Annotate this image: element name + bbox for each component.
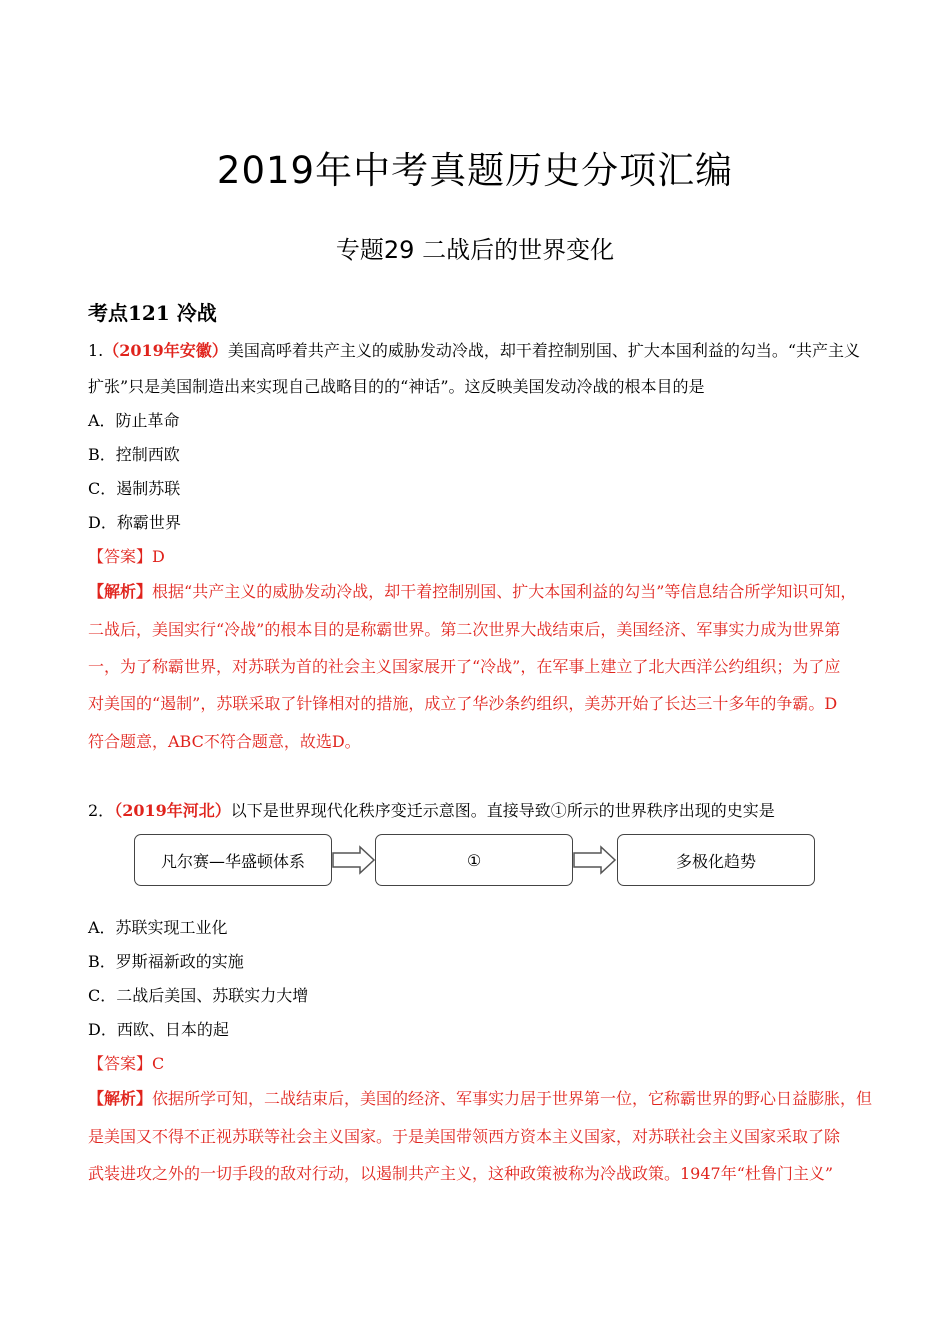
q2-analysis-line3: 武装进攻之外的一切手段的敌对行动，以遏制共产主义，这种政策被称为冷战政策。1947年“杜鲁门主义” [88, 1164, 834, 1183]
q2-analysis-line2: 是美国又不得不正视苏联等社会主义国家。于是美国带领西方资本主义国家，对苏联社会主义国家采取了除 [88, 1127, 841, 1146]
q1-answer: 【答案】D [88, 547, 165, 566]
q2-analysis-text1: 依据所学可知，二战结束后，美国的经济、军事实力居于世界第一位，它称霸世界的野心日益膨胀，但 [152, 1089, 873, 1108]
q1-option-b: B．控制西欧 [88, 445, 180, 464]
world-order-diagram [134, 834, 818, 888]
q1-stem-line2: 扩张”只是美国制造出来实现自己战略目的的“神话”。这反映美国发动冷战的根本目的是 [88, 377, 705, 396]
diagram-arrow-2-icon [573, 845, 617, 875]
q2-analysis-label: 【解析】 [88, 1089, 153, 1108]
diagram-box-multipolar: 多极化趋势 [617, 834, 815, 886]
q1-source: （2019年安徽） [103, 341, 228, 360]
q1-stem-line1 [88, 338, 868, 361]
q1-analysis-line4: 对美国的“遏制”，苏联采取了针锋相对的措施，成立了华沙条约组织，美苏开始了长达三十多年的争霸。D [88, 694, 838, 713]
q2-analysis-line1 [88, 1086, 873, 1109]
q1-analysis-line2: 二战后，美国实行“冷战”的根本目的是称霸世界。第二次世界大战结束后，美国经济、军事实力成为世界第 [88, 620, 841, 639]
diagram-arrow-1-icon [332, 845, 376, 875]
q1-option-c: C．遏制苏联 [88, 479, 181, 498]
section-heading: 考点121 冷战 [88, 301, 217, 325]
q2-stem-text: 以下是世界现代化秩序变迁示意图。直接导致①所示的世界秩序出现的史实是 [230, 801, 775, 820]
q2-answer: 【答案】C [88, 1054, 165, 1073]
q1-analysis-line5: 符合题意，ABC不符合题意，故选D。 [88, 732, 361, 751]
q1-option-a: A．防止革命 [88, 411, 180, 430]
q2-stem [88, 798, 868, 821]
q2-number: 2． [88, 801, 115, 820]
q2-option-d: D．西欧、日本的起 [88, 1020, 229, 1039]
q1-analysis-line3: 一，为了称霸世界，对苏联为首的社会主义国家展开了“冷战”，在军事上建立了北大西洋公约组织；为了应 [88, 657, 841, 676]
q1-number: 1. [88, 341, 104, 360]
diagram-box-versailles-washington: 凡尔赛—华盛顿体系 [134, 834, 332, 886]
q1-option-d: D．称霸世界 [88, 513, 181, 532]
diagram-box-1: ① [375, 834, 573, 886]
q1-analysis-label: 【解析】 [88, 582, 153, 601]
q2-option-b: B．罗斯福新政的实施 [88, 952, 244, 971]
document-title: 2019年中考真题历史分项汇编 [216, 149, 734, 192]
q2-source: （2019年河北） [114, 801, 231, 820]
q2-option-c: C．二战后美国、苏联实力大增 [88, 986, 309, 1005]
q2-option-a: A．苏联实现工业化 [88, 918, 228, 937]
document-subtitle: 专题29 二战后的世界变化 [335, 236, 615, 264]
q1-analysis-line1 [88, 579, 868, 602]
q1-stem-text1: 美国高呼着共产主义的威胁发动冷战，却干着控制别国、扩大本国利益的勾当。“共产主义 [227, 341, 860, 360]
q1-analysis-text1: 根据“共产主义的威胁发动冷战，却干着控制别国、扩大本国利益的勾当”等信息结合所学知识可知， [152, 582, 857, 601]
